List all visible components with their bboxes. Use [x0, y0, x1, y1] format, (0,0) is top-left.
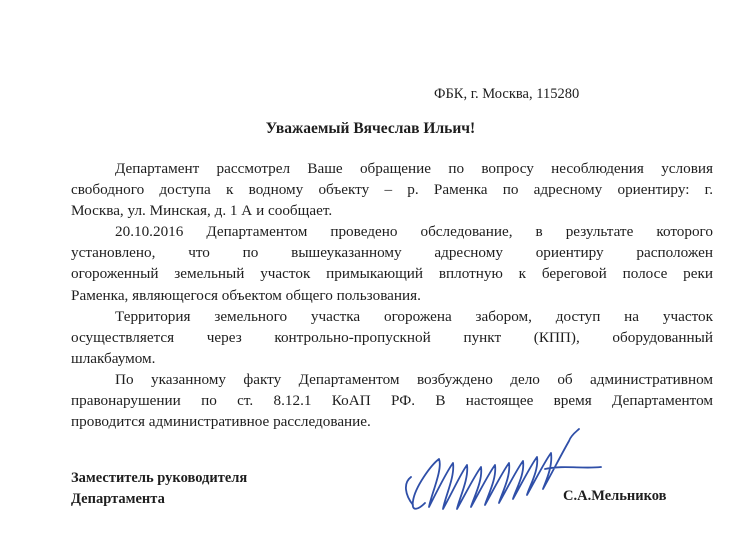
paragraph-line: установлено, что по вышеуказанному адресному ориентиру расположен: [71, 244, 713, 262]
paragraph-line: правонарушении по ст. 8.12.1 КоАП РФ. В настоящее время Департаментом: [71, 392, 713, 410]
paragraph-3: [71, 306, 713, 369]
paragraph-line: осуществляется через контрольно-пропускной пункт (КПП), оборудованный: [71, 328, 713, 346]
paragraph-line: По указанному факту Департаментом возбуждено дело об административном: [115, 370, 713, 388]
letter-body: [71, 158, 713, 432]
paragraph-line: свободного доступа к водному объекту – р. Раменка по адресному ориентиру: г.: [71, 181, 713, 199]
paragraph-line: Москва, ул. Минская, д. 1 А и сообщает.: [71, 202, 333, 220]
paragraph-line: Департамент рассмотрел Ваше обращение по вопросу несоблюдения условия: [115, 160, 713, 177]
signer-name: С.А.Мельников: [563, 488, 667, 504]
paragraph-line: Территория земельного участка огорожена забором, доступ на участок: [115, 307, 713, 325]
addressee-line: ФБК, г. Москва, 115280: [434, 86, 580, 102]
paragraph-line: 20.10.2016 Департаментом проведено обследование, в результате которого: [115, 223, 713, 241]
salutation: Уважаемый Вячеслав Ильич!: [265, 120, 476, 137]
signer-title-line: Заместитель руководителя: [71, 470, 248, 486]
paragraph-line: огороженный земельный участок примыкающий вплотную к береговой полосе реки: [71, 265, 713, 283]
paragraph-line: шлакбаумом.: [71, 349, 156, 367]
paragraph-4: [71, 369, 713, 432]
paragraph-line: Раменка, являющегося объектом общего пользования.: [71, 286, 421, 304]
paragraph-2: [71, 221, 713, 305]
signer-title: [71, 468, 247, 510]
signer-title-line: Департамента: [71, 491, 165, 507]
paragraph-1: [71, 158, 713, 221]
paragraph-line: проводится административное расследование.: [71, 413, 371, 431]
handwritten-signature: [395, 425, 635, 530]
